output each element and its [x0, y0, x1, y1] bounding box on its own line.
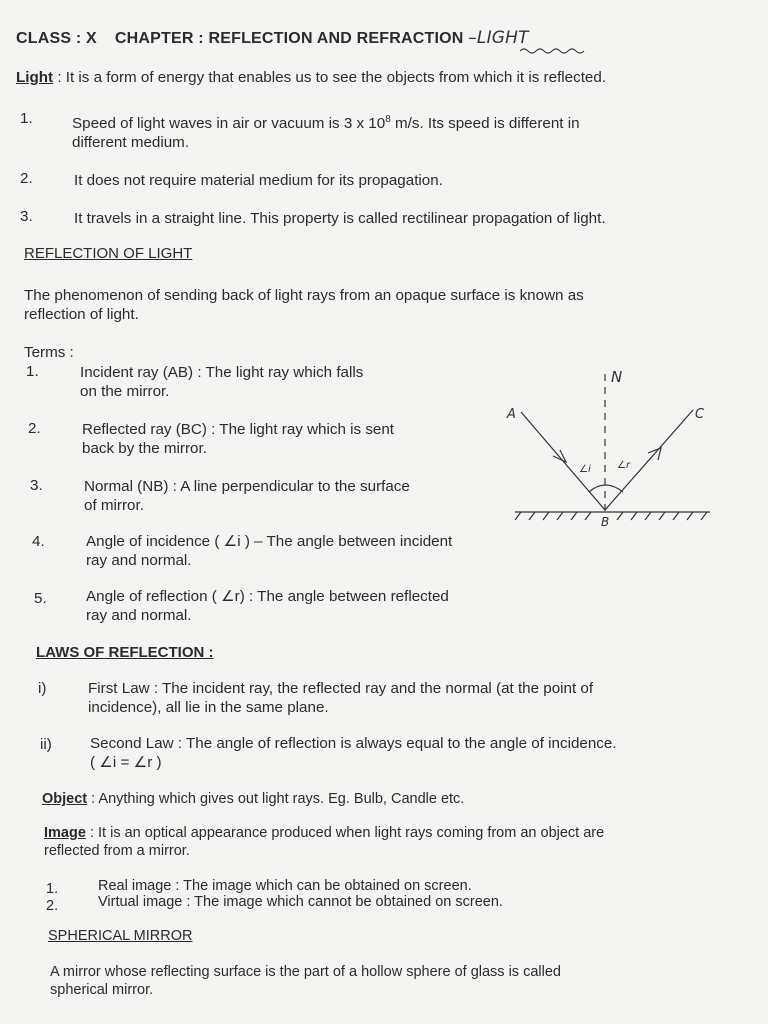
reflection-diagram [505, 360, 720, 530]
page-title [16, 28, 529, 48]
image-line2: reflected from a mirror. [44, 843, 190, 859]
label-angle-i: ∠i [579, 464, 591, 475]
label-c: C [695, 407, 705, 422]
term-4-line2: ray and normal. [86, 552, 192, 569]
reflection-heading: REFLECTION OF LIGHT [24, 245, 193, 262]
property-3-number: 3. [20, 208, 33, 225]
spherical-line2: spherical mirror. [50, 982, 154, 998]
term-2-line1: Reflected ray (BC) : The light ray which is sent [82, 421, 395, 438]
term-1-line1: Incident ray (AB) : The light ray which falls [80, 364, 364, 381]
property-1-line1: Speed of light waves in air or vacuum is 3 x 10 [72, 115, 386, 133]
image-type-2-text: Virtual image : The image which cannot be obtained on screen. [98, 894, 503, 910]
laws-heading: LAWS OF REFLECTION : [36, 644, 214, 661]
image-type-1-text: Real image : The image which can be obtained on screen. [98, 878, 472, 894]
law-1-number: i) [38, 680, 47, 697]
light-text: : It is a form of energy that enables us to see the objects from which it is reflected. [53, 69, 607, 86]
image-definition [44, 824, 724, 860]
light-term: Light [16, 69, 54, 86]
term-5-text [86, 587, 449, 625]
term-4-line1: Angle of incidence ( ∠i ) – The angle between incident [86, 533, 453, 550]
term-5-line1: Angle of reflection ( ∠r) : The angle between reflected [86, 588, 449, 605]
mirror-hatching [515, 512, 707, 520]
handwritten-topic: –LIGHT [468, 28, 529, 48]
term-1-line2: on the mirror. [80, 383, 170, 400]
property-2-number: 2. [20, 170, 33, 187]
object-text: : Anything which gives out light rays. Eg. Bulb, Candle etc. [87, 791, 465, 807]
law-1-line1: First Law : The incident ray, the reflected ray and the normal (at the point of [88, 680, 594, 697]
law-1-text [88, 679, 728, 717]
term-5-number: 5. [34, 590, 47, 607]
law-2-line2: ( ∠i = ∠r ) [90, 754, 162, 771]
law-1-line2: incidence), all lie in the same plane. [88, 699, 329, 716]
image-type-1-number: 1. [46, 881, 59, 897]
term-5-line2: ray and normal. [86, 607, 192, 624]
object-definition [42, 790, 464, 808]
property-1-line1-tail: m/s. Its speed is different in [390, 115, 580, 133]
angle-arc [589, 485, 623, 492]
spherical-definition [50, 963, 730, 999]
law-2-number: ii) [40, 736, 52, 753]
property-1-text [72, 110, 722, 152]
image-line1: : It is an optical appearance produced when light rays coming from an object are [85, 825, 605, 841]
term-3-line2: of mirror. [84, 497, 144, 514]
term-1-text [80, 363, 363, 401]
class-label: CLASS : X [16, 30, 97, 47]
property-1-superscript: 8 [385, 114, 391, 125]
reflection-def-line1: The phenomenon of sending back of light rays from an opaque surface is known as [24, 287, 584, 304]
term-1-number: 1. [26, 363, 39, 380]
term-2-line2: back by the mirror. [82, 440, 207, 457]
term-4-number: 4. [32, 533, 45, 550]
image-type-2-number: 2. [46, 898, 59, 914]
object-term: Object [42, 791, 88, 807]
handwritten-underline [518, 46, 588, 54]
spherical-heading: SPHERICAL MIRROR [48, 928, 193, 944]
property-1-line2: different medium. [72, 134, 190, 152]
term-4-text [86, 532, 452, 570]
law-2-line1: Second Law : The angle of reflection is always equal to the angle of incidence. [90, 735, 617, 752]
property-2-text: It does not require material medium for its propagation. [74, 172, 443, 189]
spherical-line1: A mirror whose reflecting surface is the part of a hollow sphere of glass is called [50, 964, 561, 980]
term-2-text [82, 420, 394, 458]
property-1-number: 1. [20, 110, 33, 127]
reflection-definition [24, 286, 724, 324]
label-a: A [507, 407, 516, 422]
image-term: Image [44, 825, 86, 841]
law-2-text [90, 734, 730, 772]
term-2-number: 2. [28, 420, 41, 437]
label-n: N [611, 368, 623, 386]
reflection-def-line2: reflection of light. [24, 306, 139, 323]
terms-label: Terms : [24, 344, 74, 361]
term-3-text [84, 477, 410, 515]
term-3-line1: Normal (NB) : A line perpendicular to the surface [84, 478, 410, 495]
label-b: B [601, 515, 610, 529]
chapter-label: CHAPTER : REFLECTION AND REFRACTION [114, 30, 464, 47]
light-definition [16, 68, 606, 87]
property-3-text: It travels in a straight line. This property is called rectilinear propagation of light. [74, 210, 606, 227]
label-angle-r: ∠r [617, 460, 631, 471]
term-3-number: 3. [30, 477, 43, 494]
